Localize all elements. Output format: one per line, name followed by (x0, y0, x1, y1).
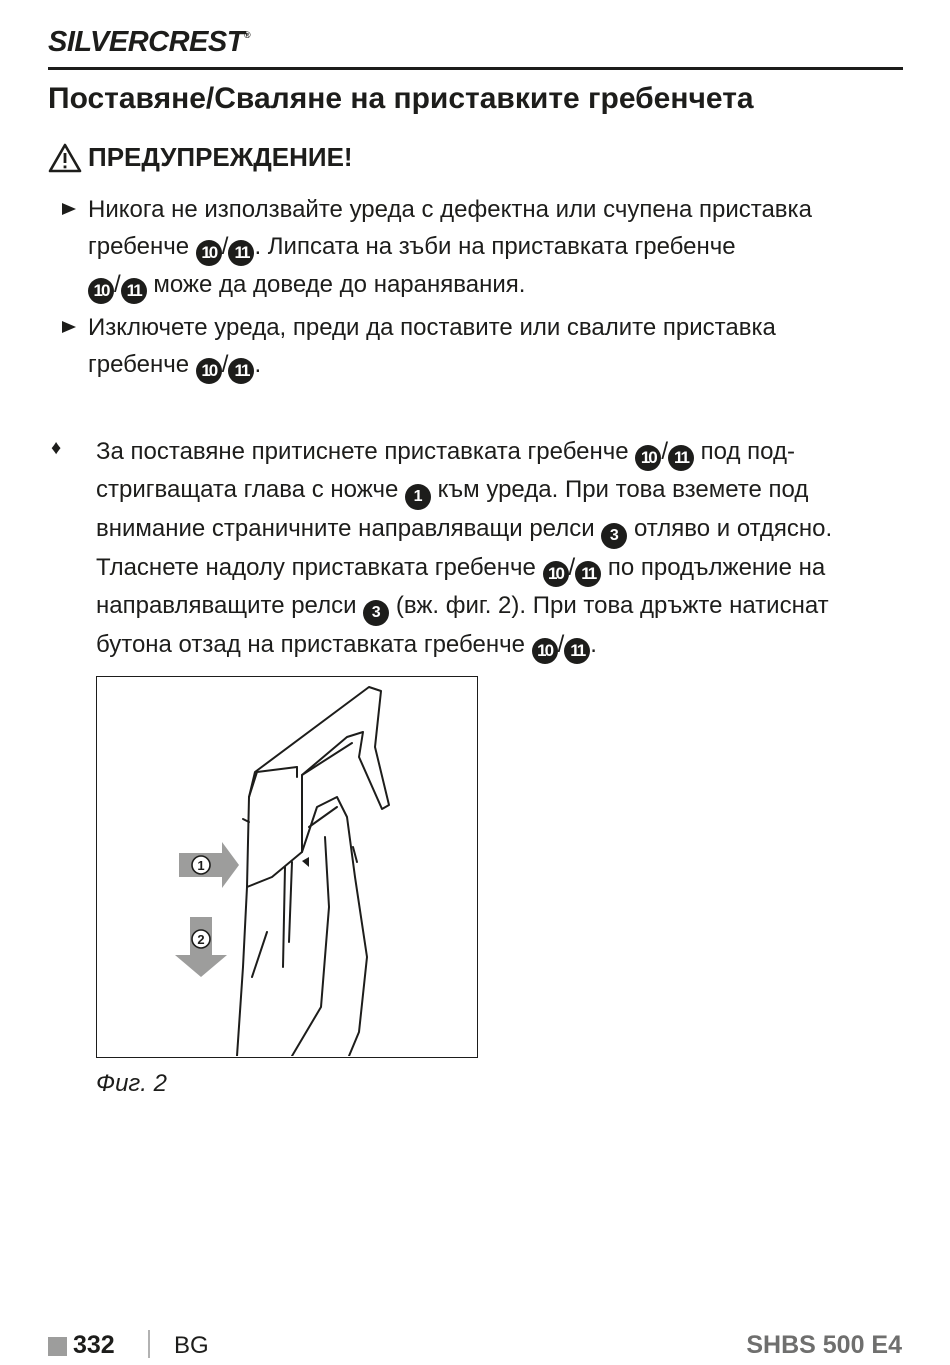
footer-divider (148, 1330, 150, 1358)
warning-bullet-1: Никога не използвайте уреда с дефектна или счупена приставка гребенче 10 / 11 . Липсата на зъби на приставката гребенче 10 / 11 може да доведе до наранявания. (88, 191, 888, 304)
ref-badge-11: 11 (228, 358, 254, 384)
footer-square-icon (48, 1337, 67, 1356)
warning-heading (48, 142, 353, 173)
ref-badge-10: 10 (196, 358, 222, 384)
bullet-arrow-icon (62, 202, 76, 216)
language-code: BG (174, 1332, 209, 1359)
brand-logo: SILVERCREST® (48, 26, 251, 58)
ref-badge-3: 3 (363, 600, 389, 626)
ref-badge-10: 10 (196, 240, 222, 266)
ref-badge-11: 11 (121, 278, 147, 304)
trimmer-attachment-drawing (97, 677, 476, 1056)
ref-badge-10: 10 (543, 561, 569, 587)
ref-badge-10: 10 (532, 638, 558, 664)
warning-triangle-icon (48, 143, 82, 173)
ref-badge-10: 10 (635, 445, 661, 471)
ref-badge-1: 1 (405, 484, 431, 510)
instruction-step: За поставяне притиснете приставката гребенче 10 / 11 под под- стригващата глава с ножче 1 към уреда. При това вземете под внимание страничните направляващи релси 3 отляво и отдясно. Тласнете надолу приставката гребенче 10 / 11 по продължение на направляващите релси 3 (вж. фиг. 2). При това дръжте натиснат бутона отзад на приставката гребенче 10 / 11 . (96, 433, 886, 664)
ref-badge-11: 11 (575, 561, 601, 587)
model-number: SHBS 500 E4 (746, 1331, 902, 1359)
warning-title: ПРЕДУПРЕЖДЕНИЕ! (88, 142, 353, 172)
ref-badge-3: 3 (601, 523, 627, 549)
page-number: 332 (73, 1331, 115, 1359)
ref-badge-10: 10 (88, 278, 114, 304)
ref-badge-11: 11 (564, 638, 590, 664)
section-title: Поставяне/Сваляне на приставките гребенчета (48, 82, 754, 115)
ref-badge-11: 11 (668, 445, 694, 471)
warning-bullet-2: Изключете уреда, преди да поставите или свалите приставка гребенче 10 / 11 . (88, 309, 888, 384)
figure-callout-2: 2 (197, 932, 205, 947)
figure-caption: Фиг. 2 (96, 1070, 167, 1097)
figure-callout-1: 1 (197, 858, 205, 873)
header-rule (48, 67, 903, 70)
bullet-arrow-icon (62, 320, 76, 334)
ref-badge-11: 11 (228, 240, 254, 266)
figure-2-illustration (96, 676, 478, 1058)
step-diamond-icon: ♦ (51, 437, 62, 459)
